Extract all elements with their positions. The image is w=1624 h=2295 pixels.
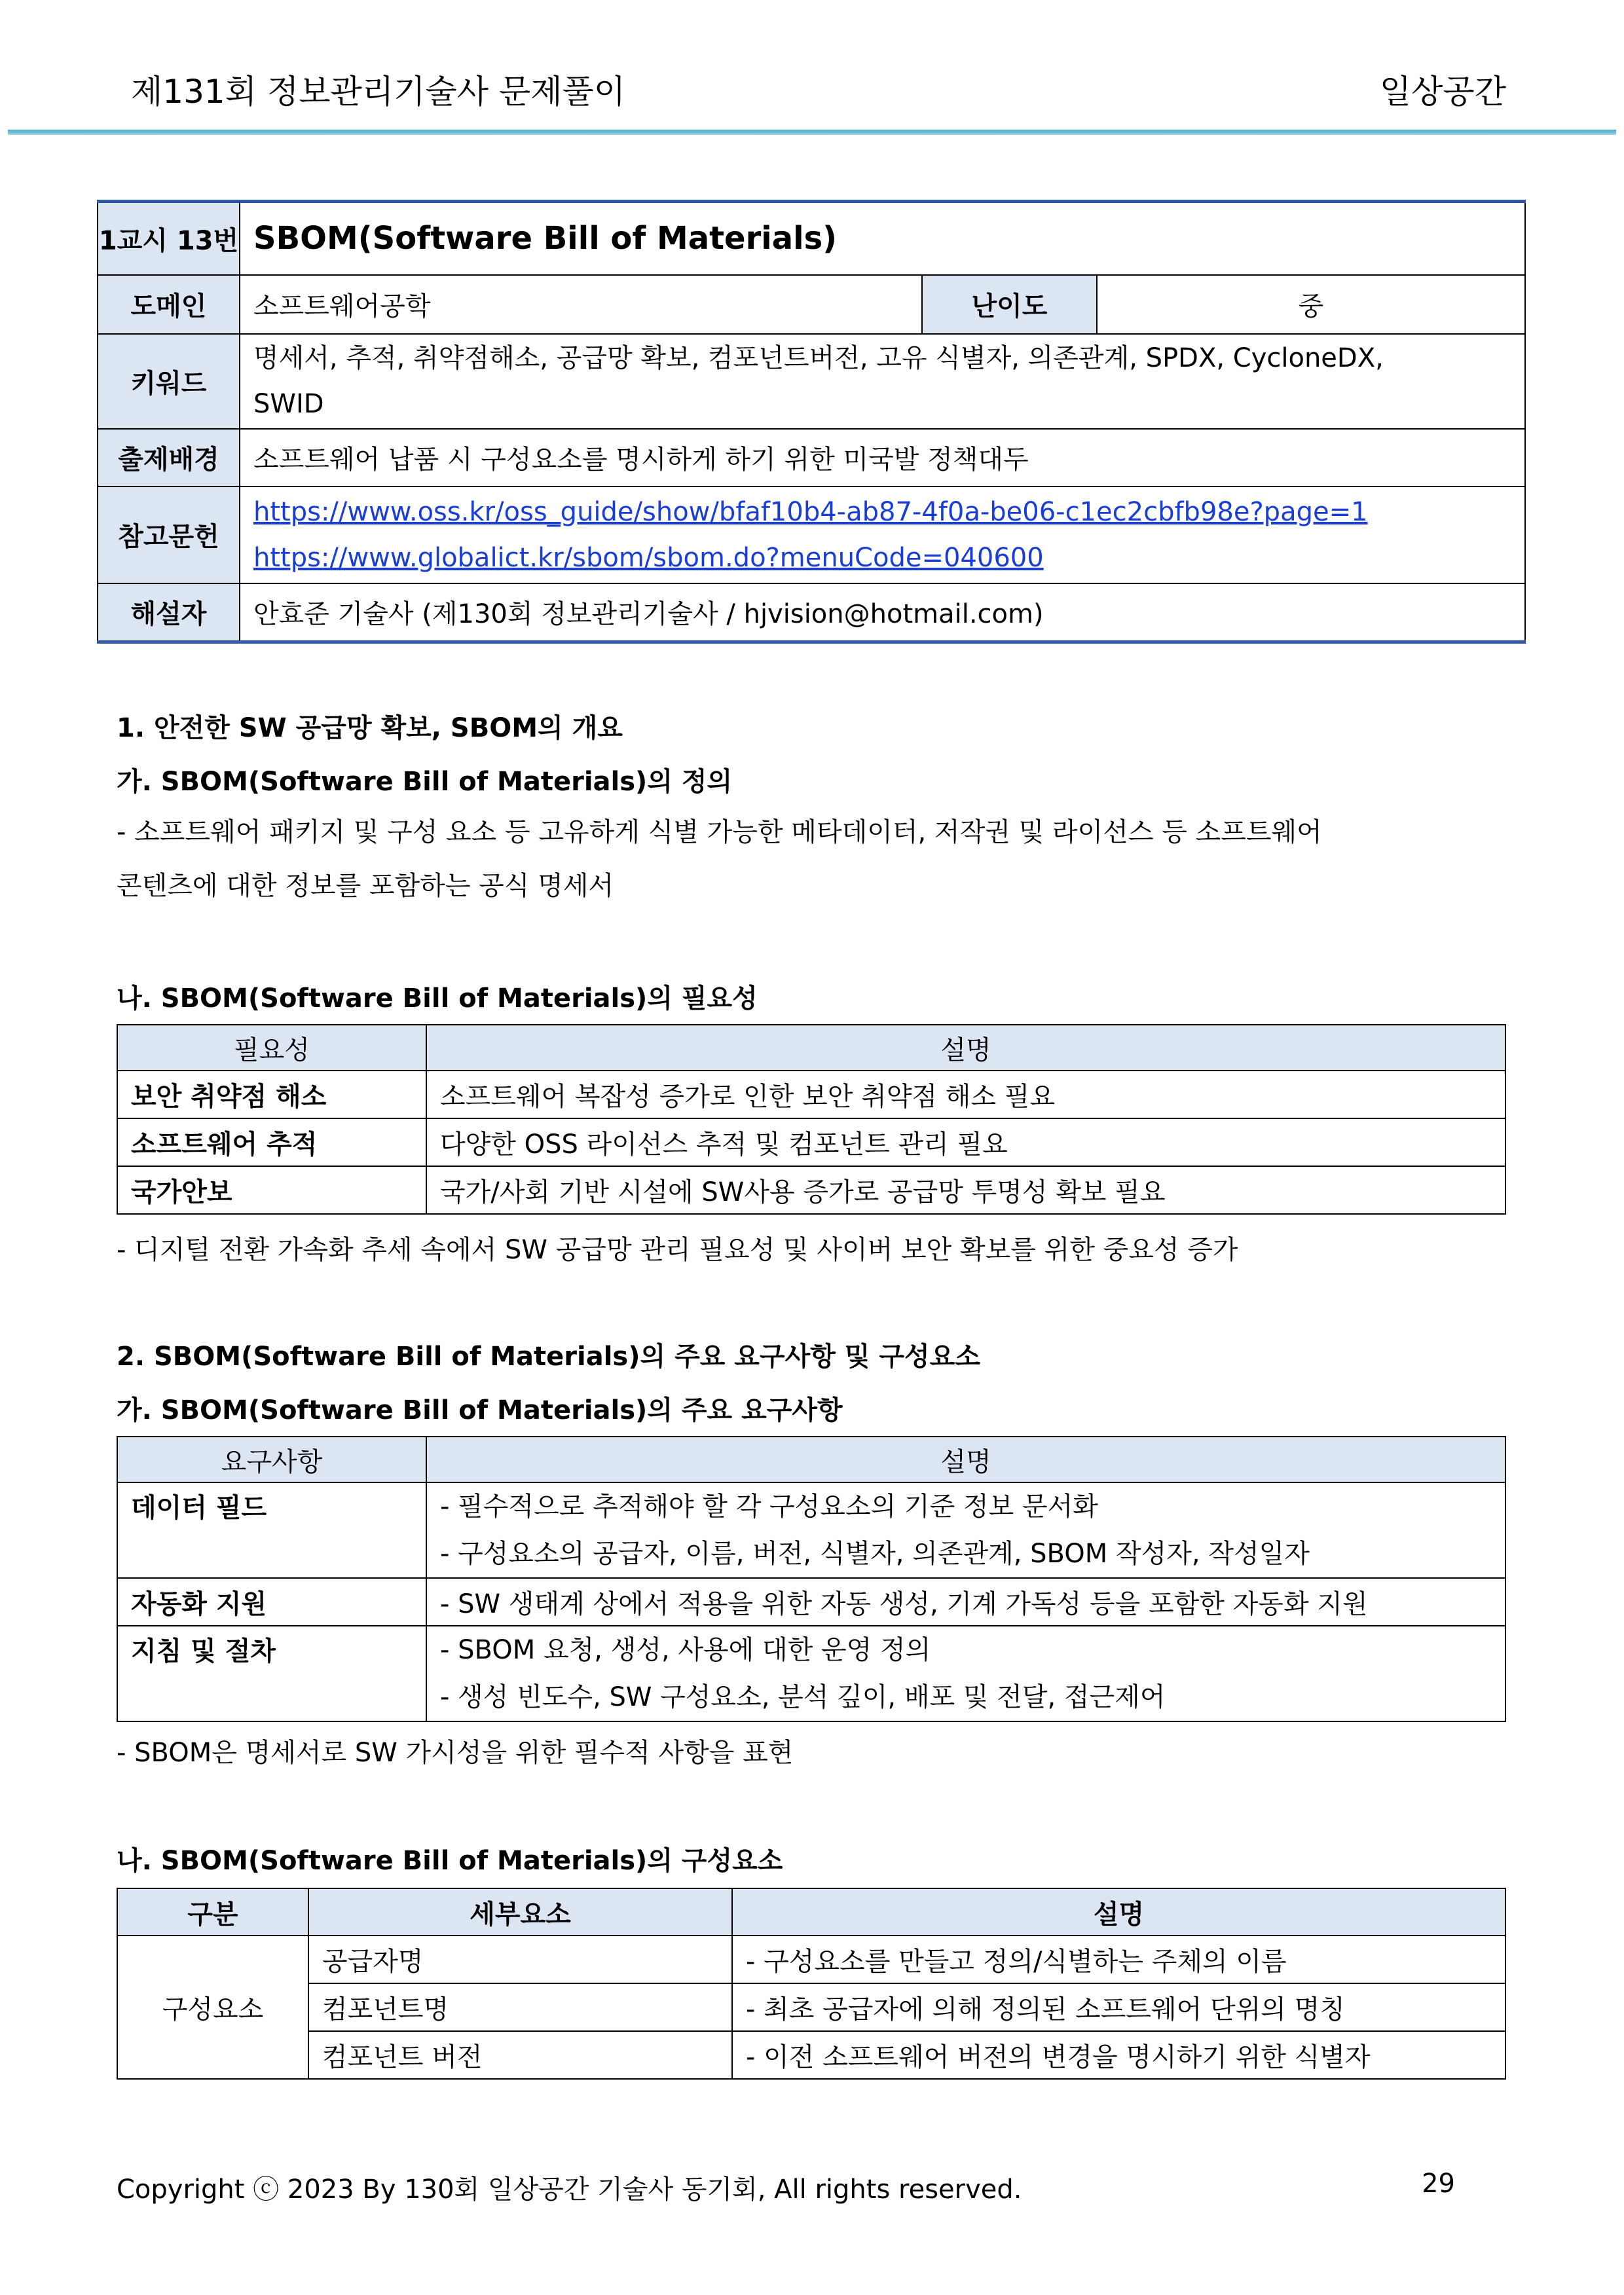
- requirements-table: [117, 1436, 1506, 1722]
- document-header-brand: 일상공간: [1379, 73, 1506, 111]
- section-2-heading: 2. SBOM(Software Bill of Materials)의 주요 요구사항 및 구성요소: [117, 1342, 980, 1372]
- element-cell: 공급자명: [308, 1936, 732, 1983]
- document-header-title: 제131회 정보관리기술사 문제풀이: [131, 73, 626, 111]
- section-2b-heading: 나. SBOM(Software Bill of Materials)의 구성요소: [117, 1846, 783, 1876]
- requirements-note: - SBOM은 명세서로 SW 가시성을 위한 필수적 사항을 표현: [117, 1738, 794, 1768]
- header-divider: [8, 130, 1616, 135]
- section-1a-heading: 가. SBOM(Software Bill of Materials)의 정의: [117, 767, 733, 797]
- section-1-heading: 1. 안전한 SW 공급망 확보, SBOM의 개요: [117, 713, 623, 743]
- description-cell: 소프트웨어 복잡성 증가로 인한 보안 취약점 해소 필요: [426, 1071, 1505, 1118]
- description-cell: - 구성요소를 만들고 정의/식별하는 주체의 이름: [732, 1936, 1505, 1983]
- definition-line: 콘텐츠에 대한 정보를 포함하는 공식 명세서: [117, 871, 614, 901]
- description-line: - 필수적으로 추적해야 할 각 구성요소의 기준 정보 문서화: [440, 1492, 1098, 1522]
- author-value: 안효준 기술사 (제130회 정보관리기술사 / hjvision@hotmail.com): [240, 583, 1525, 642]
- question-number: 1교시 13번: [98, 202, 240, 275]
- description-cell: [426, 1482, 1505, 1578]
- references-label: 참고문헌: [98, 487, 240, 583]
- keywords-label: 키워드: [98, 334, 240, 429]
- background-value: 소프트웨어 납품 시 구성요소를 명시하게 하기 위한 미국발 정책대두: [240, 429, 1525, 487]
- description-cell: - 이전 소프트웨어 버전의 변경을 명시하기 위한 식별자: [732, 2031, 1505, 2079]
- description-cell: [426, 1626, 1505, 1721]
- element-header: 세부요소: [308, 1888, 732, 1936]
- section-2a-heading: 가. SBOM(Software Bill of Materials)의 주요 요구사항: [117, 1395, 843, 1425]
- description-cell: 국가/사회 기반 시설에 SW사용 증가로 공급망 투명성 확보 필요: [426, 1166, 1505, 1214]
- table-row: [117, 1118, 1505, 1166]
- definition-line: - 소프트웨어 패키지 및 구성 요소 등 고유하게 식별 가능한 메타데이터, 저작권 및 라이선스 등 소프트웨어: [117, 817, 1322, 847]
- description-header: 설명: [732, 1888, 1505, 1936]
- description-line: - 구성요소의 공급자, 이름, 버전, 식별자, 의존관계, SBOM 작성자, 작성일자: [440, 1539, 1310, 1569]
- page-number: 29: [1422, 2169, 1455, 2199]
- necessity-cell: 국가안보: [117, 1166, 426, 1214]
- domain-label: 도메인: [98, 275, 240, 334]
- table-row: [117, 1626, 1505, 1721]
- requirement-cell: 데이터 필드: [117, 1482, 426, 1578]
- components-table: [117, 1888, 1506, 2080]
- copyright-notice: Copyright ⓒ 2023 By 130회 일상공간 기술사 동기회, All rights reserved.: [117, 2175, 1022, 2205]
- requirement-cell: 자동화 지원: [117, 1578, 426, 1626]
- references-value: [240, 487, 1525, 583]
- necessity-cell: 보안 취약점 해소: [117, 1071, 426, 1118]
- question-title: SBOM(Software Bill of Materials): [240, 202, 1525, 275]
- requirement-header: 요구사항: [117, 1437, 426, 1482]
- keywords-value: [240, 334, 1525, 429]
- description-cell: - 최초 공급자에 의해 정의된 소프트웨어 단위의 명칭: [732, 1983, 1505, 2031]
- necessity-note: - 디지털 전환 가속화 추세 속에서 SW 공급망 관리 필요성 및 사이버 보안 확보를 위한 중요성 증가: [117, 1235, 1238, 1265]
- table-row: [117, 1983, 1505, 2031]
- table-row: [117, 2031, 1505, 2079]
- author-label: 해설자: [98, 583, 240, 642]
- section-1b-heading: 나. SBOM(Software Bill of Materials)의 필요성: [117, 983, 758, 1014]
- description-line: - SBOM 요청, 생성, 사용에 대한 운영 정의: [440, 1635, 931, 1665]
- table-row: [117, 1578, 1505, 1626]
- keywords-line: SWID: [253, 389, 324, 419]
- difficulty-value: 중: [1097, 275, 1525, 334]
- difficulty-label: 난이도: [922, 275, 1097, 334]
- element-cell: 컴포넌트 버전: [308, 2031, 732, 2079]
- definition-paragraph: [117, 805, 1498, 913]
- table-row: [117, 1071, 1505, 1118]
- category-header: 구분: [117, 1888, 308, 1936]
- background-label: 출제배경: [98, 429, 240, 487]
- table-row: [117, 1936, 1505, 1983]
- description-line: - 생성 빈도수, SW 구성요소, 분석 깊이, 배포 및 전달, 접근제어: [440, 1682, 1166, 1712]
- question-info-table: [97, 200, 1526, 644]
- reference-link[interactable]: https://www.oss.kr/oss_guide/show/bfaf10b4-ab87-4f0a-be06-c1ec2cbfb98e?page=1: [253, 496, 1368, 527]
- domain-value: 소프트웨어공학: [240, 275, 922, 334]
- requirement-cell: 지침 및 절차: [117, 1626, 426, 1721]
- description-header: 설명: [426, 1437, 1505, 1482]
- element-cell: 컴포넌트명: [308, 1983, 732, 2031]
- table-row: [117, 1482, 1505, 1578]
- necessity-cell: 소프트웨어 추적: [117, 1118, 426, 1166]
- category-cell: 구성요소: [117, 1936, 308, 2079]
- necessity-table: [117, 1024, 1506, 1215]
- description-header: 설명: [426, 1025, 1505, 1071]
- description-cell: - SW 생태계 상에서 적용을 위한 자동 생성, 기계 가독성 등을 포함한 자동화 지원: [426, 1578, 1505, 1626]
- table-row: [117, 1166, 1505, 1214]
- description-cell: 다양한 OSS 라이선스 추적 및 컴포넌트 관리 필요: [426, 1118, 1505, 1166]
- necessity-header: 필요성: [117, 1025, 426, 1071]
- keywords-line: 명세서, 추적, 취약점해소, 공급망 확보, 컴포넌트버전, 고유 식별자, 의존관계, SPDX, CycloneDX,: [253, 343, 1384, 373]
- reference-link[interactable]: https://www.globalict.kr/sbom/sbom.do?menuCode=040600: [253, 542, 1044, 573]
